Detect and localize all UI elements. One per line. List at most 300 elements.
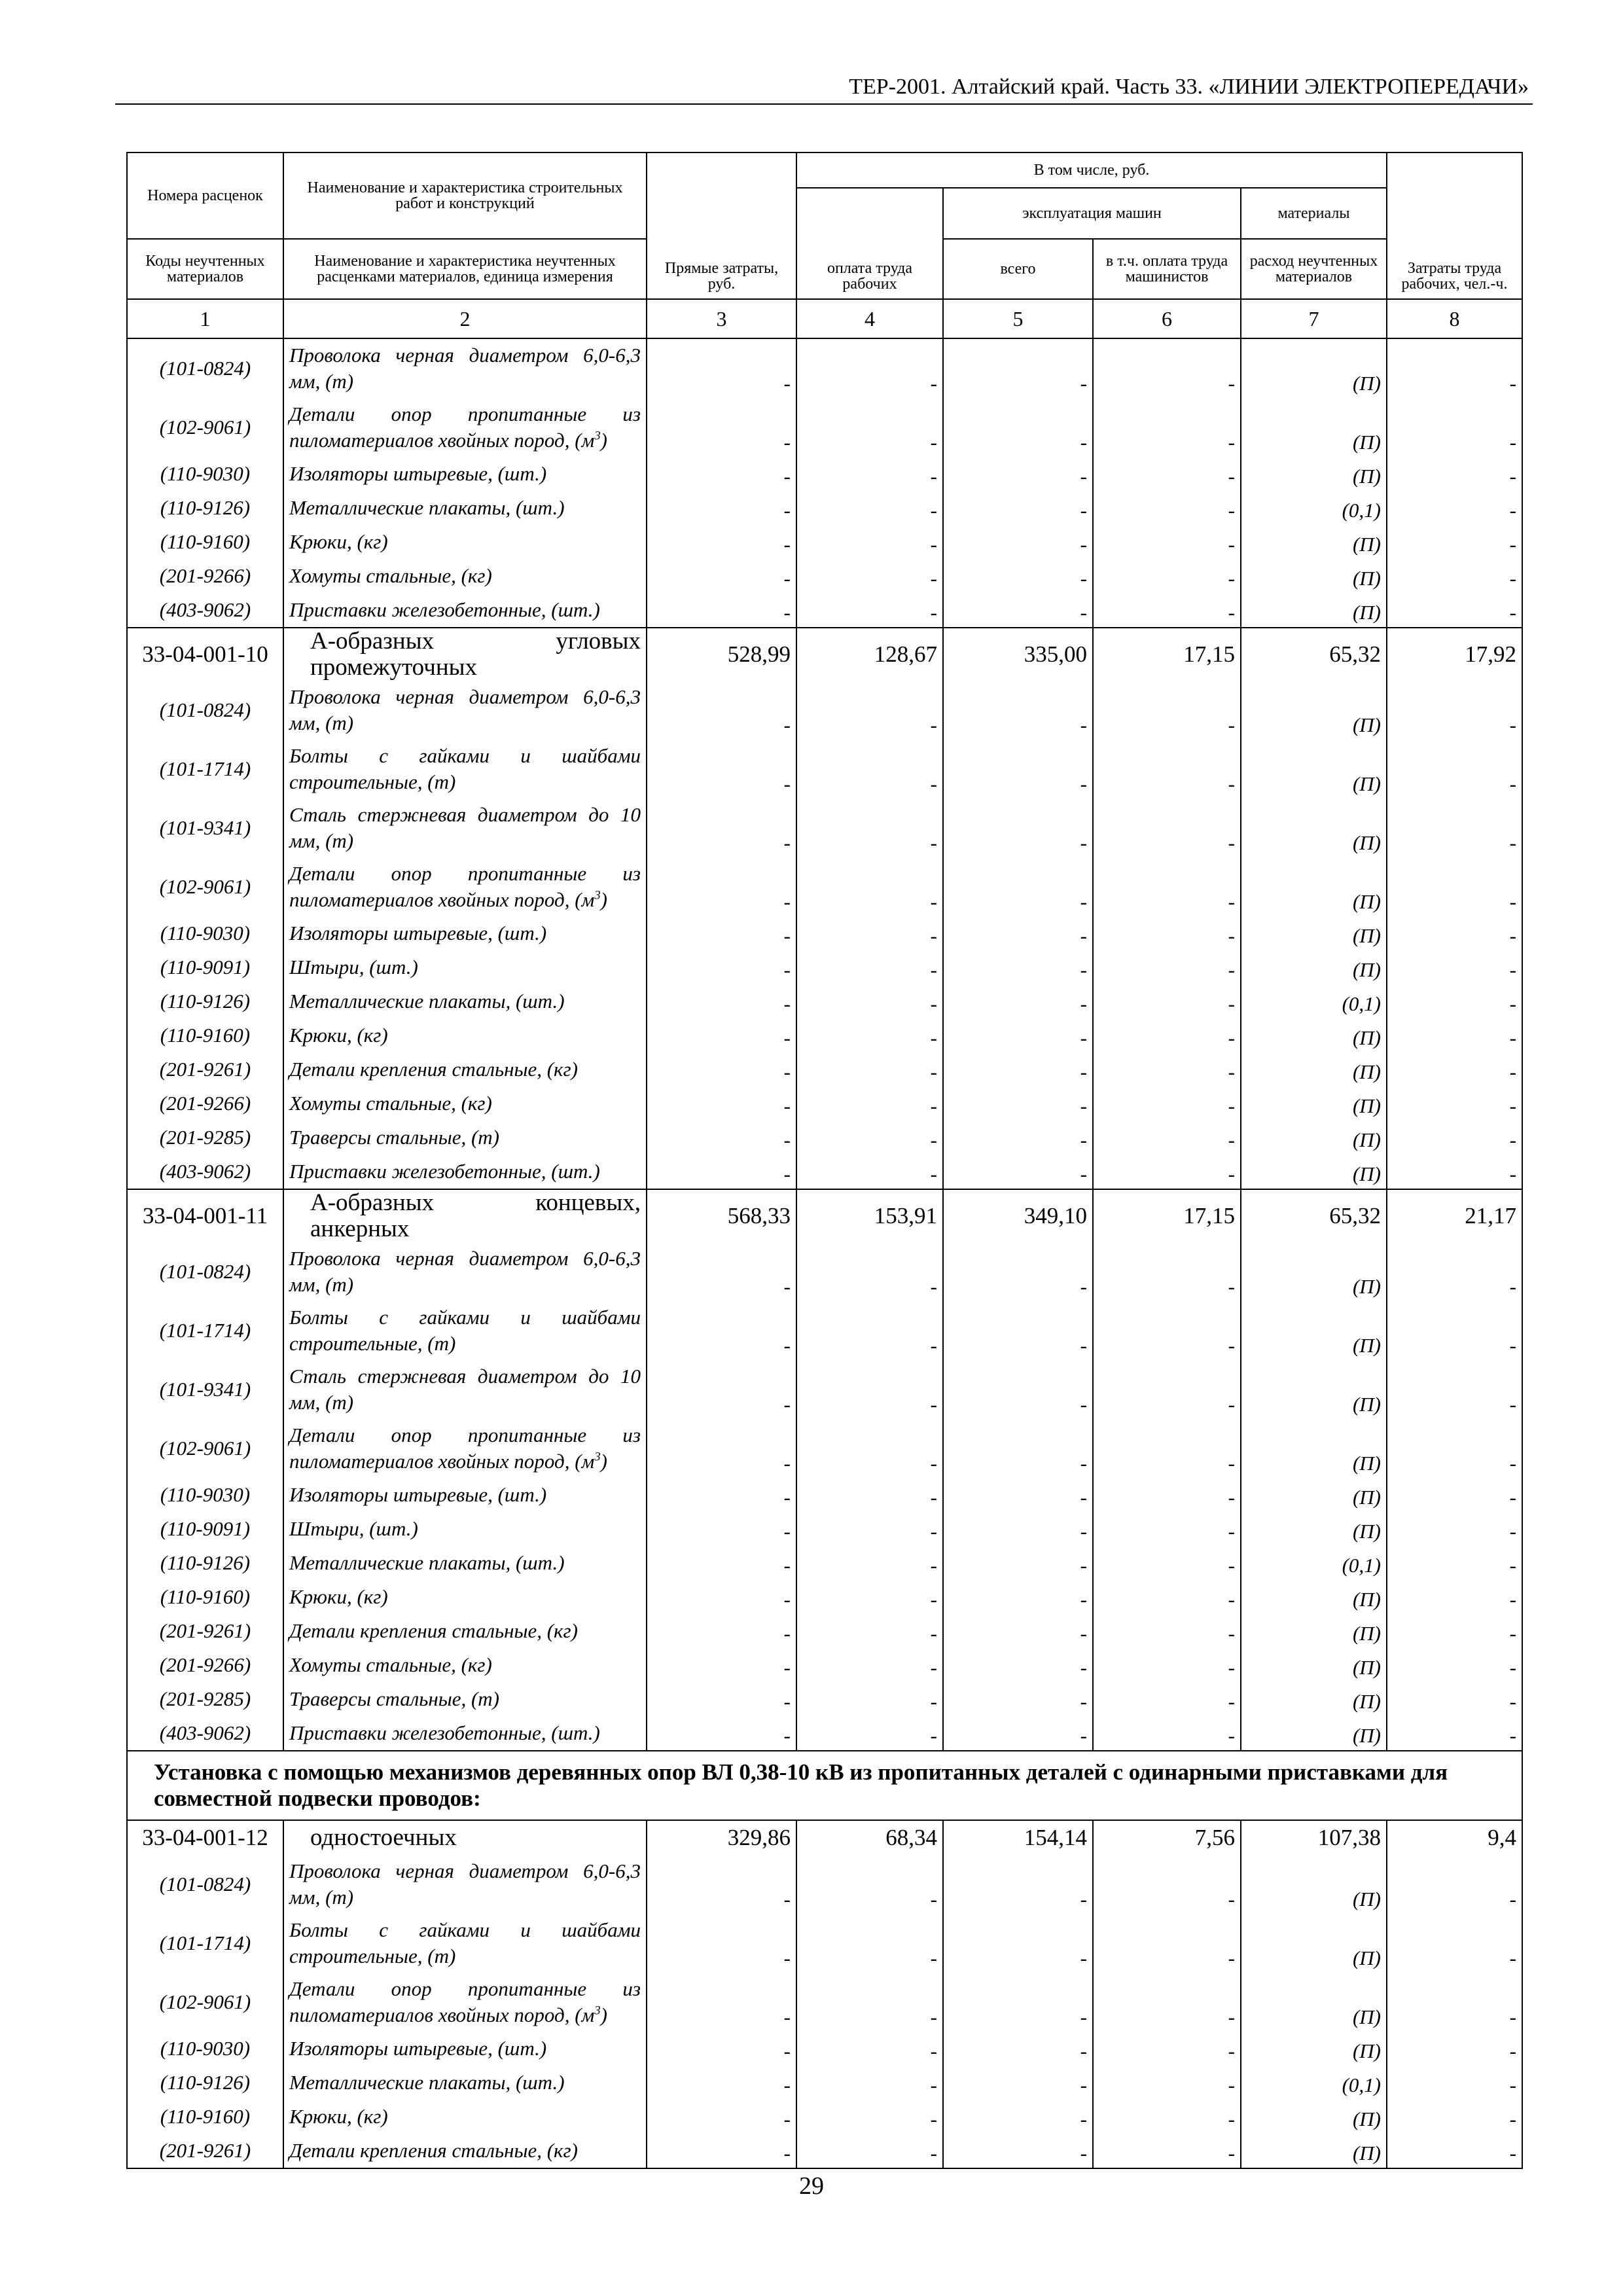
value-cell-c7: (П) — [1241, 1914, 1387, 1973]
value-cell-c8: - — [1387, 1716, 1522, 1751]
value-cell-c5: - — [943, 1580, 1093, 1614]
value-cell-c4: - — [796, 1973, 943, 2032]
material-name — [283, 1973, 647, 2032]
value-cell-c7: (П) — [1241, 1855, 1387, 1914]
value-cell-c6: - — [1093, 1512, 1241, 1546]
value-cell-c5: - — [943, 1052, 1093, 1086]
material-name: Сталь стержневая диаметром до 10 мм, (т) — [283, 798, 647, 857]
value-cell-c3: - — [647, 2066, 796, 2100]
material-name: Штыри, (шт.) — [283, 950, 647, 984]
value-cell-c8: - — [1387, 1242, 1522, 1301]
value-cell-c7: (П) — [1241, 559, 1387, 593]
value-cell-c3: - — [647, 916, 796, 950]
material-code: (101-0824) — [127, 338, 283, 398]
material-code: (110-9160) — [127, 2100, 283, 2134]
material-name: Детали крепления стальные, (кг) — [283, 1614, 647, 1648]
material-code: (110-9160) — [127, 1018, 283, 1052]
value-cell-c4: - — [796, 1716, 943, 1751]
value-cell-c8: - — [1387, 2032, 1522, 2066]
material-row — [127, 398, 1522, 457]
value-cell-c3: - — [647, 1052, 796, 1086]
value-cell-c7: (П) — [1241, 1018, 1387, 1052]
rate-row — [127, 1189, 1522, 1242]
value-cell-c4: - — [796, 1360, 943, 1419]
value-cell-c8: - — [1387, 559, 1522, 593]
material-name-text: Детали опор пропитанные из пиломатериалов хвойных пород, (м — [289, 1424, 641, 1473]
material-name: Сталь стержневая диаметром до 10 мм, (т) — [283, 1360, 647, 1419]
value-cell-c4: - — [796, 1478, 943, 1512]
material-row — [127, 2100, 1522, 2134]
material-row — [127, 2032, 1522, 2066]
rate-code: 33-04-001-10 — [127, 628, 283, 681]
value-cell-c3: - — [647, 1914, 796, 1973]
value-cell-c4: - — [796, 740, 943, 798]
material-name: Изоляторы штыревые, (шт.) — [283, 916, 647, 950]
material-code: (201-9261) — [127, 2134, 283, 2168]
value-cell-c5: - — [943, 740, 1093, 798]
value-cell-c6: - — [1093, 338, 1241, 398]
value-cell-c8: - — [1387, 857, 1522, 916]
group-header: В том числе, руб. — [796, 152, 1387, 188]
value-cell-c8: 17,92 — [1387, 628, 1522, 681]
value-cell-c7: 65,32 — [1241, 1189, 1387, 1242]
material-row — [127, 1973, 1522, 2032]
value-cell-c8: - — [1387, 2134, 1522, 2168]
material-code: (101-0824) — [127, 681, 283, 740]
material-name-end: ) — [600, 2003, 607, 2026]
material-code: (102-9061) — [127, 398, 283, 457]
column-number: 3 — [647, 299, 796, 338]
materials-header: материалы — [1241, 188, 1387, 239]
value-cell-c4: - — [796, 1682, 943, 1716]
material-code: (110-9160) — [127, 525, 283, 559]
value-cell-c6: 17,15 — [1093, 1189, 1241, 1242]
material-row — [127, 1682, 1522, 1716]
material-row — [127, 338, 1522, 398]
value-cell-c7: (П) — [1241, 1121, 1387, 1155]
value-cell-c4: - — [796, 559, 943, 593]
value-cell-c6: - — [1093, 559, 1241, 593]
value-cell-c5: - — [943, 1086, 1093, 1121]
value-cell-c8: - — [1387, 1614, 1522, 1648]
value-cell-c7: (П) — [1241, 857, 1387, 916]
material-code: (101-1714) — [127, 1914, 283, 1973]
value-cell-c6: - — [1093, 1716, 1241, 1751]
value-cell-c5: 154,14 — [943, 1820, 1093, 1855]
value-cell-c4: - — [796, 916, 943, 950]
material-code: (101-9341) — [127, 798, 283, 857]
value-cell-c8: - — [1387, 398, 1522, 457]
material-name: Металлические плакаты, (шт.) — [283, 491, 647, 525]
value-cell-c4: - — [796, 2066, 943, 2100]
material-code: (101-9341) — [127, 1360, 283, 1419]
value-cell-c6: - — [1093, 398, 1241, 457]
value-cell-c3: - — [647, 491, 796, 525]
material-name: Металлические плакаты, (шт.) — [283, 1546, 647, 1580]
value-cell-c6: - — [1093, 593, 1241, 628]
value-cell-c8: - — [1387, 1546, 1522, 1580]
unit-superscript: 3 — [594, 429, 601, 443]
page-number: 29 — [799, 2172, 824, 2200]
value-cell-c3: - — [647, 1648, 796, 1682]
material-name: Детали крепления стальные, (кг) — [283, 2134, 647, 2168]
work-name: одностоечных — [283, 1820, 647, 1855]
value-cell-c8: 21,17 — [1387, 1189, 1522, 1242]
value-cell-c5: - — [943, 1716, 1093, 1751]
value-cell-c3: - — [647, 740, 796, 798]
section-heading-row — [127, 1751, 1522, 1820]
value-cell-c6: - — [1093, 1973, 1241, 2032]
col5-header: всего — [943, 239, 1093, 299]
material-row — [127, 559, 1522, 593]
material-row — [127, 984, 1522, 1018]
material-code: (201-9266) — [127, 1648, 283, 1682]
material-code: (110-9160) — [127, 1580, 283, 1614]
value-cell-c3: - — [647, 1580, 796, 1614]
material-name: Болты с гайками и шайбами строительные, (т) — [283, 1301, 647, 1360]
material-code: (102-9061) — [127, 1973, 283, 2032]
value-cell-c3: - — [647, 2032, 796, 2066]
value-cell-c5: - — [943, 1301, 1093, 1360]
value-cell-c5: - — [943, 2134, 1093, 2168]
value-cell-c5: - — [943, 457, 1093, 491]
material-name: Металлические плакаты, (шт.) — [283, 984, 647, 1018]
material-row — [127, 1855, 1522, 1914]
material-row — [127, 1546, 1522, 1580]
value-cell-c3: - — [647, 338, 796, 398]
value-cell-c3: - — [647, 525, 796, 559]
material-name: Крюки, (кг) — [283, 525, 647, 559]
value-cell-c6: - — [1093, 798, 1241, 857]
value-cell-c8: - — [1387, 1580, 1522, 1614]
value-cell-c6: - — [1093, 2134, 1241, 2168]
material-row — [127, 1419, 1522, 1478]
value-cell-c4: - — [796, 1580, 943, 1614]
material-name: Детали крепления стальные, (кг) — [283, 1052, 647, 1086]
value-cell-c3: - — [647, 457, 796, 491]
value-cell-c5: - — [943, 1419, 1093, 1478]
running-title: ТЕР-2001. Алтайский край. Часть 33. «ЛИНИИ ЭЛЕКТРОПЕРЕДАЧИ» — [849, 75, 1529, 99]
material-code: (102-9061) — [127, 857, 283, 916]
value-cell-c3: - — [647, 1301, 796, 1360]
value-cell-c7: (П) — [1241, 740, 1387, 798]
material-name: Крюки, (кг) — [283, 1580, 647, 1614]
value-cell-c8: - — [1387, 2100, 1522, 2134]
value-cell-c8: - — [1387, 1086, 1522, 1121]
value-cell-c8: - — [1387, 1155, 1522, 1189]
value-cell-c5: 335,00 — [943, 628, 1093, 681]
value-cell-c8: - — [1387, 491, 1522, 525]
value-cell-c3: - — [647, 1086, 796, 1121]
value-cell-c7: (П) — [1241, 1301, 1387, 1360]
value-cell-c6: 17,15 — [1093, 628, 1241, 681]
value-cell-c3: 568,33 — [647, 1189, 796, 1242]
value-cell-c6: - — [1093, 916, 1241, 950]
value-cell-c8: - — [1387, 593, 1522, 628]
value-cell-c4: - — [796, 2100, 943, 2134]
material-row — [127, 491, 1522, 525]
material-row — [127, 1716, 1522, 1751]
value-cell-c5: - — [943, 2100, 1093, 2134]
value-cell-c6: - — [1093, 2100, 1241, 2134]
value-cell-c7: (П) — [1241, 1242, 1387, 1301]
value-cell-c4: - — [796, 1301, 943, 1360]
value-cell-c6: - — [1093, 1580, 1241, 1614]
value-cell-c6: - — [1093, 1914, 1241, 1973]
value-cell-c3: - — [647, 559, 796, 593]
value-cell-c5: - — [943, 1546, 1093, 1580]
material-name: Проволока черная диаметром 6,0-6,3 мм, (т) — [283, 338, 647, 398]
value-cell-c4: - — [796, 1855, 943, 1914]
value-cell-c8: - — [1387, 1914, 1522, 1973]
value-cell-c5: - — [943, 1614, 1093, 1648]
col1-top-header: Номера расценок — [127, 152, 283, 239]
value-cell-c7: (П) — [1241, 916, 1387, 950]
value-cell-c8: - — [1387, 1360, 1522, 1419]
material-name: Хомуты стальные, (кг) — [283, 1648, 647, 1682]
material-row — [127, 1648, 1522, 1682]
material-row — [127, 1360, 1522, 1419]
material-code: (110-9091) — [127, 950, 283, 984]
value-cell-c6: 7,56 — [1093, 1820, 1241, 1855]
material-row — [127, 1512, 1522, 1546]
material-name-text: Детали опор пропитанные из пиломатериалов хвойных пород, (м — [289, 403, 641, 452]
value-cell-c5: - — [943, 1914, 1093, 1973]
material-name-end: ) — [600, 1450, 607, 1473]
value-cell-c3: - — [647, 1018, 796, 1052]
value-cell-c3: - — [647, 857, 796, 916]
material-row — [127, 1242, 1522, 1301]
value-cell-c5: - — [943, 1360, 1093, 1419]
material-name: Хомуты стальные, (кг) — [283, 559, 647, 593]
value-cell-c3: - — [647, 1973, 796, 2032]
value-cell-c4: - — [796, 1121, 943, 1155]
material-code: (110-9030) — [127, 916, 283, 950]
value-cell-c4: - — [796, 950, 943, 984]
value-cell-c4: - — [796, 857, 943, 916]
value-cell-c4: - — [796, 681, 943, 740]
column-number: 1 — [127, 299, 283, 338]
material-row — [127, 1121, 1522, 1155]
material-name: Изоляторы штыревые, (шт.) — [283, 1478, 647, 1512]
material-name: Траверсы стальные, (т) — [283, 1121, 647, 1155]
value-cell-c7: (П) — [1241, 798, 1387, 857]
value-cell-c5: - — [943, 950, 1093, 984]
material-name: Изоляторы штыревые, (шт.) — [283, 2032, 647, 2066]
value-cell-c8: - — [1387, 1973, 1522, 2032]
value-cell-c4: - — [796, 593, 943, 628]
col2-bottom-header: Наименование и характеристика неучтенных расценками материалов, единица измерения — [283, 239, 647, 299]
value-cell-c5: - — [943, 798, 1093, 857]
value-cell-c8: - — [1387, 1648, 1522, 1682]
value-cell-c7: (П) — [1241, 1155, 1387, 1189]
material-name — [283, 1419, 647, 1478]
running-header — [115, 72, 1533, 105]
value-cell-c5: - — [943, 525, 1093, 559]
value-cell-c6: - — [1093, 1086, 1241, 1121]
material-name: Приставки железобетонные, (шт.) — [283, 1155, 647, 1189]
material-row — [127, 798, 1522, 857]
value-cell-c3: - — [647, 2134, 796, 2168]
value-cell-c6: - — [1093, 1301, 1241, 1360]
value-cell-c7: (П) — [1241, 593, 1387, 628]
value-cell-c4: - — [796, 491, 943, 525]
material-name: Металлические плакаты, (шт.) — [283, 2066, 647, 2100]
value-cell-c6: - — [1093, 2066, 1241, 2100]
value-cell-c3: - — [647, 1155, 796, 1189]
value-cell-c4: - — [796, 525, 943, 559]
value-cell-c7: (0,1) — [1241, 491, 1387, 525]
value-cell-c7: 107,38 — [1241, 1820, 1387, 1855]
rate-row — [127, 628, 1522, 681]
value-cell-c7: (П) — [1241, 1419, 1387, 1478]
value-cell-c3: 329,86 — [647, 1820, 796, 1855]
material-row — [127, 1580, 1522, 1614]
value-cell-c3: 528,99 — [647, 628, 796, 681]
value-cell-c7: (П) — [1241, 1614, 1387, 1648]
material-name — [283, 857, 647, 916]
rate-code: 33-04-001-11 — [127, 1189, 283, 1242]
value-cell-c3: - — [647, 798, 796, 857]
material-name: Болты с гайками и шайбами строительные, (т) — [283, 740, 647, 798]
material-name — [283, 398, 647, 457]
value-cell-c7: (0,1) — [1241, 2066, 1387, 2100]
value-cell-c5: - — [943, 1855, 1093, 1914]
value-cell-c7: (П) — [1241, 525, 1387, 559]
value-cell-c5: - — [943, 1478, 1093, 1512]
material-row — [127, 525, 1522, 559]
value-cell-c5: - — [943, 491, 1093, 525]
value-cell-c3: - — [647, 1242, 796, 1301]
value-cell-c6: - — [1093, 1855, 1241, 1914]
value-cell-c4: 153,91 — [796, 1189, 943, 1242]
material-name: Изоляторы штыревые, (шт.) — [283, 457, 647, 491]
value-cell-c6: - — [1093, 1360, 1241, 1419]
material-code: (201-9285) — [127, 1682, 283, 1716]
value-cell-c7: (П) — [1241, 2134, 1387, 2168]
value-cell-c7: (П) — [1241, 398, 1387, 457]
value-cell-c8: - — [1387, 1052, 1522, 1086]
material-name: Приставки железобетонные, (шт.) — [283, 1716, 647, 1751]
table-header — [127, 152, 1522, 299]
value-cell-c5: - — [943, 1121, 1093, 1155]
material-code: (101-0824) — [127, 1855, 283, 1914]
value-cell-c4: - — [796, 1648, 943, 1682]
value-cell-c4: - — [796, 1546, 943, 1580]
material-name-text: Детали опор пропитанные из пиломатериалов хвойных пород, (м — [289, 862, 641, 911]
rate-code: 33-04-001-12 — [127, 1820, 283, 1855]
value-cell-c6: - — [1093, 1419, 1241, 1478]
value-cell-c5: - — [943, 681, 1093, 740]
material-code: (110-9091) — [127, 1512, 283, 1546]
value-cell-c7: (П) — [1241, 1086, 1387, 1121]
value-cell-c7: (П) — [1241, 1512, 1387, 1546]
material-code: (110-9126) — [127, 1546, 283, 1580]
value-cell-c5: - — [943, 593, 1093, 628]
value-cell-c4: - — [796, 1242, 943, 1301]
value-cell-c4: - — [796, 1052, 943, 1086]
value-cell-c3: - — [647, 593, 796, 628]
value-cell-c6: - — [1093, 1018, 1241, 1052]
value-cell-c5: - — [943, 1648, 1093, 1682]
material-row — [127, 740, 1522, 798]
material-name: Проволока черная диаметром 6,0-6,3 мм, (т) — [283, 681, 647, 740]
value-cell-c6: - — [1093, 1052, 1241, 1086]
value-cell-c6: - — [1093, 1614, 1241, 1648]
value-cell-c6: - — [1093, 1242, 1241, 1301]
material-name: Хомуты стальные, (кг) — [283, 1086, 647, 1121]
value-cell-c6: - — [1093, 681, 1241, 740]
material-row — [127, 1155, 1522, 1189]
value-cell-c5: - — [943, 1973, 1093, 2032]
value-cell-c8: - — [1387, 950, 1522, 984]
material-code: (110-9030) — [127, 457, 283, 491]
value-cell-c7: (П) — [1241, 338, 1387, 398]
value-cell-c4: - — [796, 1155, 943, 1189]
value-cell-c6: - — [1093, 2032, 1241, 2066]
value-cell-c8: - — [1387, 338, 1522, 398]
value-cell-c5: - — [943, 1242, 1093, 1301]
rates-table — [126, 152, 1523, 2169]
unit-superscript: 3 — [594, 1450, 601, 1464]
column-numbers — [127, 299, 1522, 338]
value-cell-c6: - — [1093, 457, 1241, 491]
value-cell-c4: - — [796, 2032, 943, 2066]
table-body — [127, 338, 1522, 2168]
value-cell-c4: - — [796, 1512, 943, 1546]
material-code: (101-1714) — [127, 740, 283, 798]
value-cell-c6: - — [1093, 1155, 1241, 1189]
value-cell-c4: - — [796, 1614, 943, 1648]
material-row — [127, 2066, 1522, 2100]
value-cell-c3: - — [647, 1855, 796, 1914]
value-cell-c3: - — [647, 1360, 796, 1419]
value-cell-c7: (0,1) — [1241, 1546, 1387, 1580]
value-cell-c3: - — [647, 1478, 796, 1512]
material-row — [127, 1086, 1522, 1121]
material-row — [127, 950, 1522, 984]
material-name: Проволока черная диаметром 6,0-6,3 мм, (т) — [283, 1242, 647, 1301]
value-cell-c8: - — [1387, 916, 1522, 950]
value-cell-c4: - — [796, 338, 943, 398]
unit-superscript: 3 — [594, 2003, 601, 2018]
material-name: Крюки, (кг) — [283, 1018, 647, 1052]
value-cell-c8: - — [1387, 457, 1522, 491]
column-number: 5 — [943, 299, 1093, 338]
value-cell-c6: - — [1093, 1121, 1241, 1155]
material-name: Проволока черная диаметром 6,0-6,3 мм, (т) — [283, 1855, 647, 1914]
value-cell-c3: - — [647, 1121, 796, 1155]
value-cell-c7: (П) — [1241, 1360, 1387, 1419]
material-row — [127, 681, 1522, 740]
value-cell-c3: - — [647, 1546, 796, 1580]
col2-top-header: Наименование и характеристика строительных работ и конструкций — [283, 152, 647, 239]
material-row — [127, 2134, 1522, 2168]
value-cell-c3: - — [647, 1419, 796, 1478]
value-cell-c7: (П) — [1241, 457, 1387, 491]
value-cell-c6: - — [1093, 1478, 1241, 1512]
value-cell-c3: - — [647, 1682, 796, 1716]
material-code: (201-9266) — [127, 1086, 283, 1121]
value-cell-c7: 65,32 — [1241, 628, 1387, 681]
value-cell-c5: - — [943, 398, 1093, 457]
material-code: (110-9126) — [127, 2066, 283, 2100]
rate-row — [127, 1820, 1522, 1855]
material-name-text: Детали опор пропитанные из пиломатериалов хвойных пород, (м — [289, 1977, 641, 2026]
value-cell-c5: - — [943, 1018, 1093, 1052]
value-cell-c3: - — [647, 950, 796, 984]
value-cell-c8: - — [1387, 1018, 1522, 1052]
